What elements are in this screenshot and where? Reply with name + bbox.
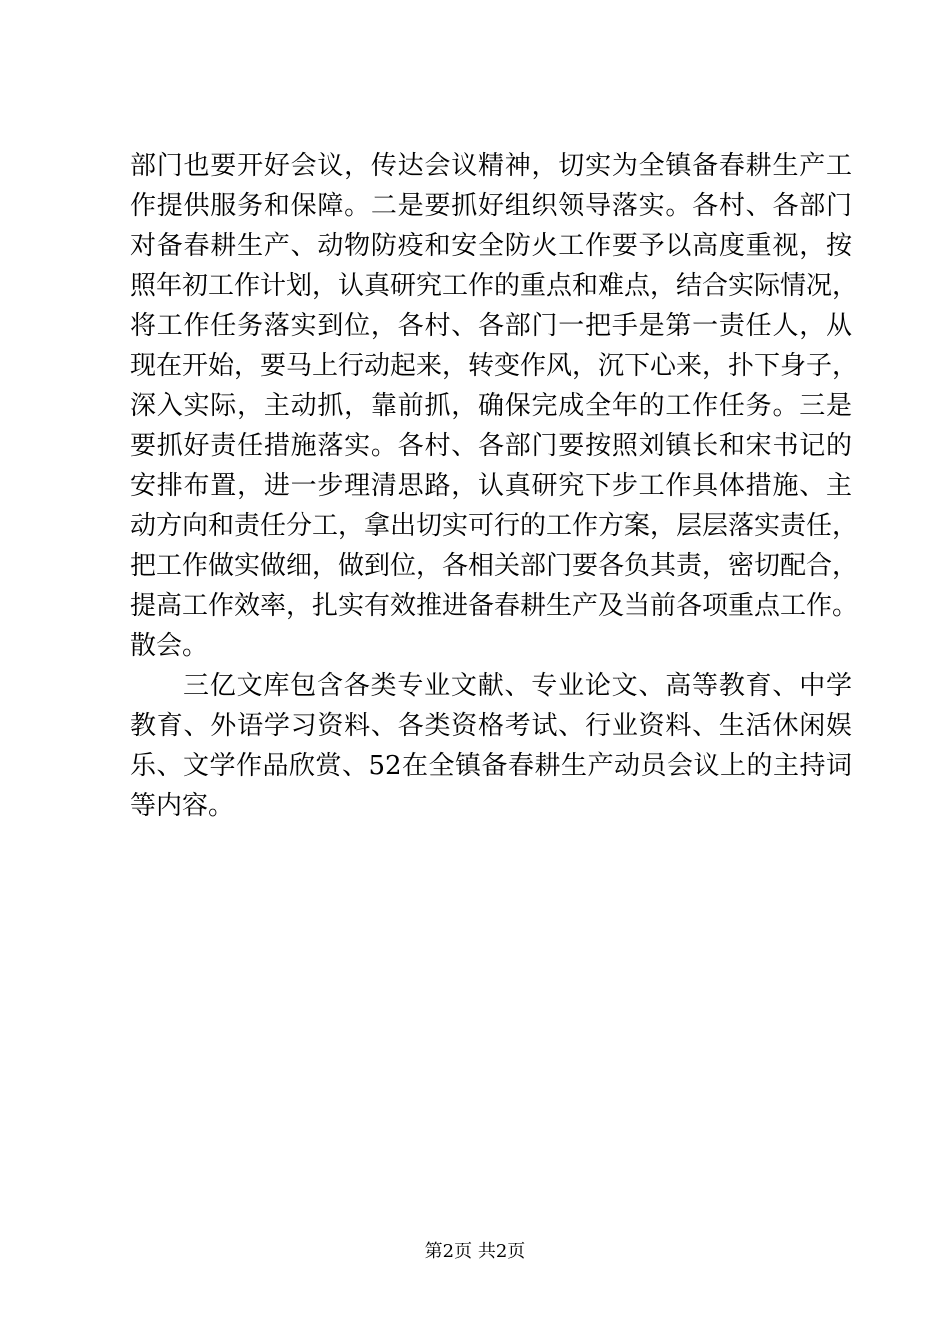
- paragraph1-line-10: 动方向和责任分工，拿出切实可行的工作方案，层层落实责任，: [130, 511, 859, 541]
- paragraph2-line-4: 等内容。: [130, 791, 235, 821]
- paragraph1-line-9: 安排布置，进一步理清思路，认真研究下步工作具体措施、主: [130, 471, 852, 501]
- paragraph1-line-11: 把工作做实做细，做到位，各相关部门要各负其责，密切配合，: [130, 551, 859, 581]
- paragraph1-line-1: 部门也要开好会议，传达会议精神，切实为全镇备春耕生产工: [130, 151, 852, 181]
- paragraph2-line-2: 教育、外语学习资料、各类资格考试、行业资料、生活休闲娱: [130, 711, 852, 741]
- paragraph1-line-4: 照年初工作计划，认真研究工作的重点和难点，结合实际情况，: [130, 271, 859, 301]
- paragraph2-line-3: 乐、文学作品欣赏、52在全镇备春耕生产动员会议上的主持词: [130, 751, 852, 781]
- paragraph1-line-7: 深入实际，主动抓，靠前抓，确保完成全年的工作任务。三是: [130, 391, 852, 421]
- paragraph1-line-3: 对备春耕生产、动物防疫和安全防火工作要予以高度重视，按: [130, 231, 852, 261]
- paragraph1-line-5: 将工作任务落实到位，各村、各部门一把手是第一责任人，从: [130, 311, 852, 341]
- page-number-footer: 第2页 共2页: [424, 1241, 526, 1262]
- document-body: [130, 146, 859, 826]
- paragraph1-line-8: 要抓好责任措施落实。各村、各部门要按照刘镇长和宋书记的: [130, 431, 852, 461]
- paragraph1-line-13: 散会。: [130, 631, 209, 661]
- paragraph1-line-2: 作提供服务和保障。二是要抓好组织领导落实。各村、各部门: [130, 191, 852, 221]
- paragraph1-line-12: 提高工作效率，扎实有效推进备春耕生产及当前各项重点工作。: [130, 591, 859, 621]
- paragraph2-line-1: 三亿文库包含各类专业文献、专业论文、高等教育、中学: [183, 671, 852, 701]
- paragraph1-line-6: 现在开始，要马上行动起来，转变作风，沉下心来，扑下身子，: [130, 351, 859, 381]
